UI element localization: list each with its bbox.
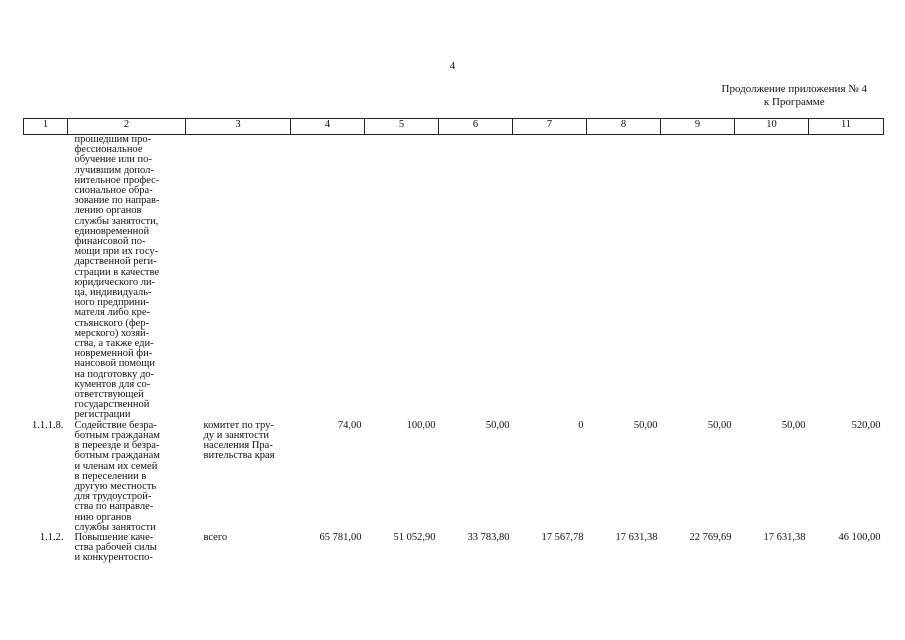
row-value: 0: [578, 419, 584, 431]
name-line: дарственной реги-: [74, 256, 157, 268]
column-header: 4: [291, 119, 365, 135]
name-line: в переезде и безра-: [74, 440, 160, 452]
column-header: 11: [809, 119, 884, 135]
page-number: 4: [449, 60, 456, 72]
row-value: 50,00: [485, 419, 510, 431]
row-code: [24, 135, 68, 421]
name-line: на подготовку до-: [74, 368, 155, 380]
executor-line: комитет по тру-: [203, 419, 274, 431]
column-header: 8: [587, 119, 661, 135]
column-header: 2: [68, 119, 186, 135]
name-line: в переселении в: [74, 470, 147, 482]
name-line: кументов для со-: [74, 378, 151, 390]
table-body: [24, 135, 884, 564]
name-line: юридического ли-: [74, 276, 156, 288]
name-line: регистрации: [74, 409, 131, 421]
table-header-row: [24, 119, 884, 135]
row-executor: [186, 135, 291, 421]
row-code: 1.1.1.8.: [32, 419, 64, 431]
name-line: обучение или по-: [74, 154, 152, 166]
row-value: 50,00: [633, 419, 658, 431]
row-value: 17 631,38: [763, 531, 806, 543]
name-line: мателя либо кре-: [74, 307, 150, 319]
row-value: 17 567,78: [541, 531, 584, 543]
name-line: ца, индивидуаль-: [74, 287, 152, 299]
column-header: 1: [24, 119, 68, 135]
executor-line: населения Пра-: [203, 440, 273, 452]
name-line: ства, а также еди-: [74, 338, 154, 350]
row-value: [513, 135, 587, 421]
name-line: лучившим допол-: [74, 164, 154, 176]
row-name: [68, 421, 186, 533]
column-header: 7: [513, 119, 587, 135]
name-line: мощи при их госу-: [74, 246, 159, 258]
name-line: другую местность: [74, 480, 157, 492]
row-value: 74,00: [337, 419, 362, 431]
name-line: единовременной: [74, 225, 150, 237]
name-line: ства по направле-: [74, 501, 154, 513]
table-row: [24, 533, 884, 564]
row-name: [68, 533, 186, 564]
name-line: ного предприни-: [74, 297, 150, 309]
name-line: и членам их семей: [74, 460, 158, 472]
name-line: Повышение каче-: [74, 531, 154, 543]
row-value: [587, 135, 661, 421]
name-line: нию органов: [74, 511, 132, 523]
row-value: 50,00: [707, 419, 732, 431]
row-value: [439, 135, 513, 421]
name-line: финансовой по-: [74, 236, 146, 248]
name-line: зование по направ-: [74, 195, 160, 207]
name-line: ства рабочей силы: [74, 542, 157, 554]
row-value: 17 631,38: [615, 531, 658, 543]
executor-line: всего: [203, 531, 228, 543]
executor-line: вительства края: [203, 450, 275, 462]
name-line: мерского) хозяй-: [74, 327, 150, 339]
continuation-line-2: к Программе: [763, 96, 825, 108]
name-line: службы занятости: [74, 521, 156, 533]
row-value: 51 052,90: [393, 531, 436, 543]
name-line: нансовой помощи: [74, 358, 155, 370]
name-line: сиональное обра-: [74, 185, 153, 197]
name-line: ответствующей: [74, 389, 144, 401]
row-code: 1.1.2.: [39, 531, 64, 543]
name-line: и конкурентоспо-: [74, 552, 153, 564]
column-header: 10: [735, 119, 809, 135]
name-line: прошедшим про-: [74, 134, 152, 145]
row-value: 100,00: [406, 419, 436, 431]
table-row: [24, 421, 884, 533]
name-line: нительное профес-: [74, 174, 160, 186]
row-value: 65 781,00: [319, 531, 362, 543]
row-value: [661, 135, 735, 421]
column-header: 6: [439, 119, 513, 135]
name-line: Содействие безра-: [74, 419, 157, 431]
name-line: стьянского (фер-: [74, 317, 150, 329]
column-header: 5: [365, 119, 439, 135]
table-row: [24, 135, 884, 421]
program-table: [23, 118, 884, 564]
name-line: фессиональное: [74, 144, 143, 156]
name-line: государственной: [74, 399, 150, 411]
name-line: службы занятости,: [74, 215, 159, 227]
row-value: 46 100,00: [838, 531, 881, 543]
row-value: [365, 135, 439, 421]
name-line: для трудоустрой-: [74, 491, 152, 503]
row-value: 33 783,80: [467, 531, 510, 543]
name-line: новременной фи-: [74, 348, 153, 360]
row-name: [68, 135, 186, 421]
row-value: [291, 135, 365, 421]
row-value: [735, 135, 809, 421]
continuation-note: [722, 83, 867, 109]
row-value: 22 769,69: [689, 531, 732, 543]
row-value: [809, 135, 884, 421]
column-header: 9: [661, 119, 735, 135]
name-line: ботным гражданам: [74, 450, 160, 462]
name-line: страции в качестве: [74, 266, 160, 278]
row-executor: [186, 421, 291, 533]
executor-line: ду и занятости: [203, 429, 270, 441]
name-line: лению органов: [74, 205, 142, 217]
column-header: 3: [186, 119, 291, 135]
row-value: 50,00: [781, 419, 806, 431]
continuation-line-1: Продолжение приложения № 4: [721, 83, 867, 95]
name-line: ботным гражданам: [74, 429, 160, 441]
row-executor: [186, 533, 291, 564]
row-value: 520,00: [851, 419, 881, 431]
